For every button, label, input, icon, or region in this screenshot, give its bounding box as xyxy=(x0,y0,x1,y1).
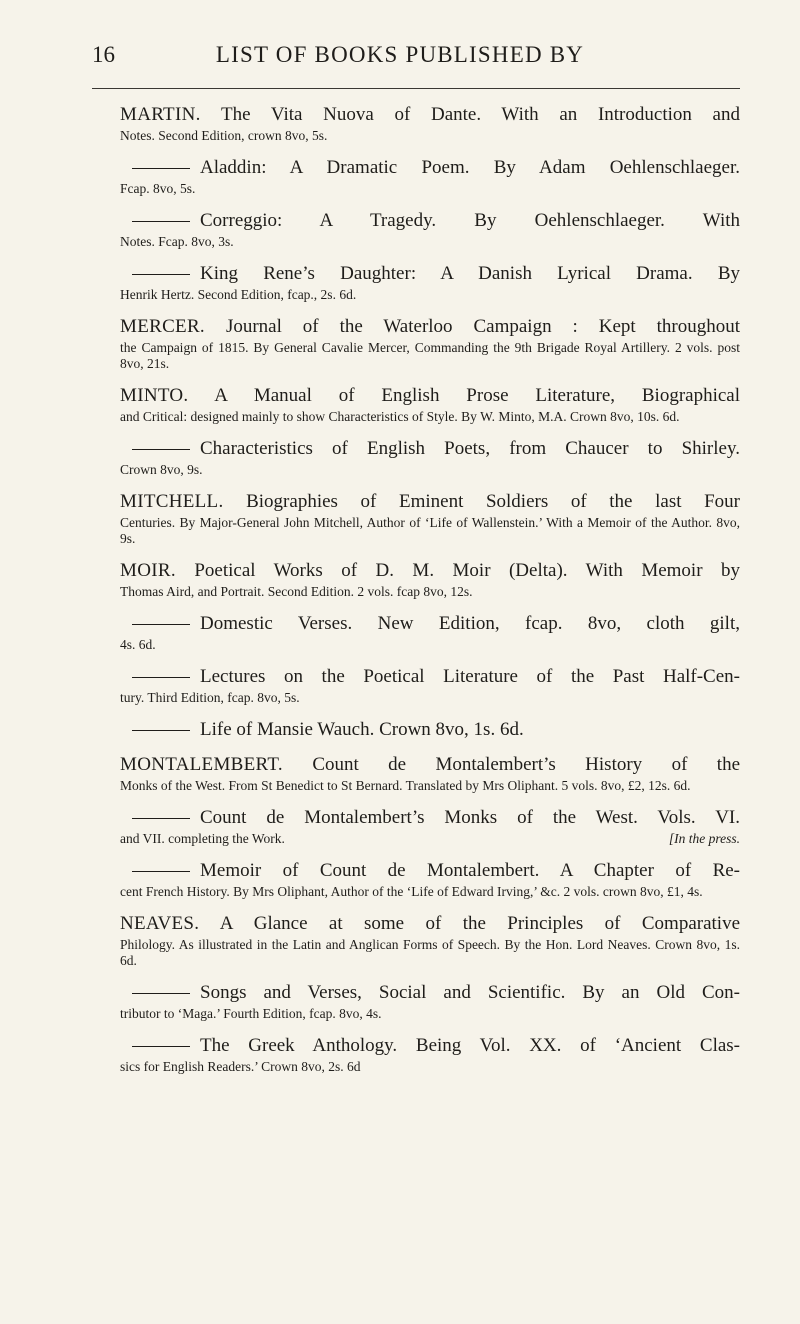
entry-title: Count de Montalembert’s History of the xyxy=(312,754,741,775)
book-entry xyxy=(120,613,740,653)
ditto-dash xyxy=(132,818,190,819)
entry-author: MITCHELL. xyxy=(120,491,224,512)
ditto-dash xyxy=(132,1046,190,1047)
entry-note-text: and VII. completing the Work. xyxy=(120,831,285,846)
entry-note xyxy=(120,831,740,847)
entry-main-line xyxy=(120,210,740,232)
ditto-dash xyxy=(132,274,190,275)
entry-main-line xyxy=(120,385,740,407)
entry-main-line xyxy=(120,719,740,741)
entry-title: Journal of the Waterloo Campaign : Kept throughout xyxy=(225,316,740,337)
entry-author: MINTO. xyxy=(120,385,189,406)
book-entry xyxy=(120,1035,740,1075)
book-entry xyxy=(120,913,740,969)
entry-note: sics for English Readers.’ Crown 8vo, 2s. 6d xyxy=(120,1059,361,1074)
book-entry xyxy=(120,385,740,425)
entry-main-line xyxy=(120,263,740,285)
entry-author: MONTALEMBERT. xyxy=(120,754,283,775)
book-entry xyxy=(120,316,740,372)
book-entry xyxy=(120,860,740,900)
entry-note: Monks of the West. From St Benedict to St Bernard. Translated by Mrs Oliphant. 5 vols. 8vo, £2, 12s. 6d. xyxy=(120,778,691,793)
entry-title: King Rene’s Daughter: A Danish Lyrical Drama. By xyxy=(200,263,740,284)
entry-title: Correggio: A Tragedy. By Oehlenschlaeger. With xyxy=(200,210,740,231)
book-entry xyxy=(120,210,740,250)
header-rule xyxy=(92,88,740,89)
entry-title: Life of Mansie Wauch. Crown 8vo, 1s. 6d. xyxy=(200,719,524,740)
entry-main-line xyxy=(120,438,740,460)
entry-main-line xyxy=(120,807,740,829)
book-entry xyxy=(120,438,740,478)
entry-note: Philology. As illustrated in the Latin and Anglican Forms of Speech. By the Hon. Lord Neaves. Crown 8vo, 1s. 6d. xyxy=(120,937,740,968)
entry-author: MERCER. xyxy=(120,316,205,337)
book-entry xyxy=(120,491,740,547)
ditto-dash xyxy=(132,221,190,222)
entry-title: The Vita Nuova of Dante. With an Introduction and xyxy=(221,104,740,125)
ditto-dash xyxy=(132,624,190,625)
entry-note: 4s. 6d. xyxy=(120,637,156,652)
entry-title: Songs and Verses, Social and Scientific. By an Old Con- xyxy=(200,982,740,1003)
ditto-dash xyxy=(132,677,190,678)
entry-main-line xyxy=(120,104,740,126)
entry-title: Poetical Works of D. M. Moir (Delta). With Memoir by xyxy=(194,560,740,581)
entry-title: Aladdin: A Dramatic Poem. By Adam Oehlenschlaeger. xyxy=(200,157,740,178)
ditto-dash xyxy=(132,449,190,450)
entry-note: Fcap. 8vo, 5s. xyxy=(120,181,196,196)
entry-main-line xyxy=(120,913,740,935)
book-entry xyxy=(120,807,740,847)
entry-main-line xyxy=(120,316,740,338)
entry-main-line xyxy=(120,1035,740,1057)
entry-title: Domestic Verses. New Edition, fcap. 8vo, cloth gilt, xyxy=(200,613,740,634)
entry-note: Centuries. By Major-General John Mitchell, Author of ‘Life of Wallenstein.’ With a Memoir of the Author. 8vo, 9s. xyxy=(120,515,740,546)
book-entry xyxy=(120,982,740,1022)
entry-title: Biographies of Eminent Soldiers of the last Four xyxy=(246,491,740,512)
entry-author: MARTIN. xyxy=(120,104,201,125)
book-entry xyxy=(120,719,740,741)
book-entry xyxy=(120,560,740,600)
entry-note: Thomas Aird, and Portrait. Second Edition. 2 vols. fcap 8vo, 12s. xyxy=(120,584,473,599)
entry-note: the Campaign of 1815. By General Cavalie Mercer, Commanding the 9th Brigade Royal Artillery. 2 vols. post 8vo, 21s. xyxy=(120,340,740,371)
book-entry xyxy=(120,157,740,197)
entry-main-line xyxy=(120,666,740,688)
ditto-dash xyxy=(132,871,190,872)
entry-title: A Manual of English Prose Literature, Biographical xyxy=(214,385,740,406)
entry-note: Henrik Hertz. Second Edition, fcap., 2s. 6d. xyxy=(120,287,357,302)
entry-author: NEAVES. xyxy=(120,913,200,934)
entry-main-line xyxy=(120,157,740,179)
entry-note: tributor to ‘Maga.’ Fourth Edition, fcap. 8vo, 4s. xyxy=(120,1006,382,1021)
entry-note: cent French History. By Mrs Oliphant, Author of the ‘Life of Edward Irving,’ &c. 2 vols. crown 8vo, £1, 4s. xyxy=(120,884,703,899)
entry-status: [In the press. xyxy=(668,831,740,846)
entry-title: Characteristics of English Poets, from Chaucer to Shirley. xyxy=(200,438,740,459)
ditto-dash xyxy=(132,993,190,994)
book-entry xyxy=(120,666,740,706)
entry-author: MOIR. xyxy=(120,560,176,581)
entry-main-line xyxy=(120,491,740,513)
book-entry xyxy=(120,754,740,794)
ditto-dash xyxy=(132,730,190,731)
entry-main-line xyxy=(120,860,740,882)
entry-main-line xyxy=(120,613,740,635)
entry-note: Notes. Fcap. 8vo, 3s. xyxy=(120,234,234,249)
entry-main-line xyxy=(120,754,740,776)
entry-note: tury. Third Edition, fcap. 8vo, 5s. xyxy=(120,690,300,705)
page-number: 16 xyxy=(92,42,115,67)
entry-main-line xyxy=(120,560,740,582)
book-entry xyxy=(120,263,740,303)
entry-title: Memoir of Count de Montalembert. A Chapter of Re- xyxy=(200,860,740,881)
entry-note: Crown 8vo, 9s. xyxy=(120,462,203,477)
page-header xyxy=(0,42,800,82)
book-entry xyxy=(120,104,740,144)
entry-title: Lectures on the Poetical Literature of the Past Half-Cen- xyxy=(200,666,740,687)
entry-main-line xyxy=(120,982,740,1004)
ditto-dash xyxy=(132,168,190,169)
entry-list xyxy=(120,98,740,1088)
entry-title: The Greek Anthology. Being Vol. XX. of ‘Ancient Clas- xyxy=(200,1035,740,1056)
entry-title: A Glance at some of the Principles of Comparative xyxy=(219,913,740,934)
entry-note: and Critical: designed mainly to show Characteristics of Style. By W. Minto, M.A. Crown 8vo, 10s. 6d. xyxy=(120,409,680,424)
running-head: LIST OF BOOKS PUBLISHED BY xyxy=(215,42,585,67)
entry-title: Count de Montalembert’s Monks of the West. Vols. VI. xyxy=(200,807,740,828)
entry-note: Notes. Second Edition, crown 8vo, 5s. xyxy=(120,128,328,143)
